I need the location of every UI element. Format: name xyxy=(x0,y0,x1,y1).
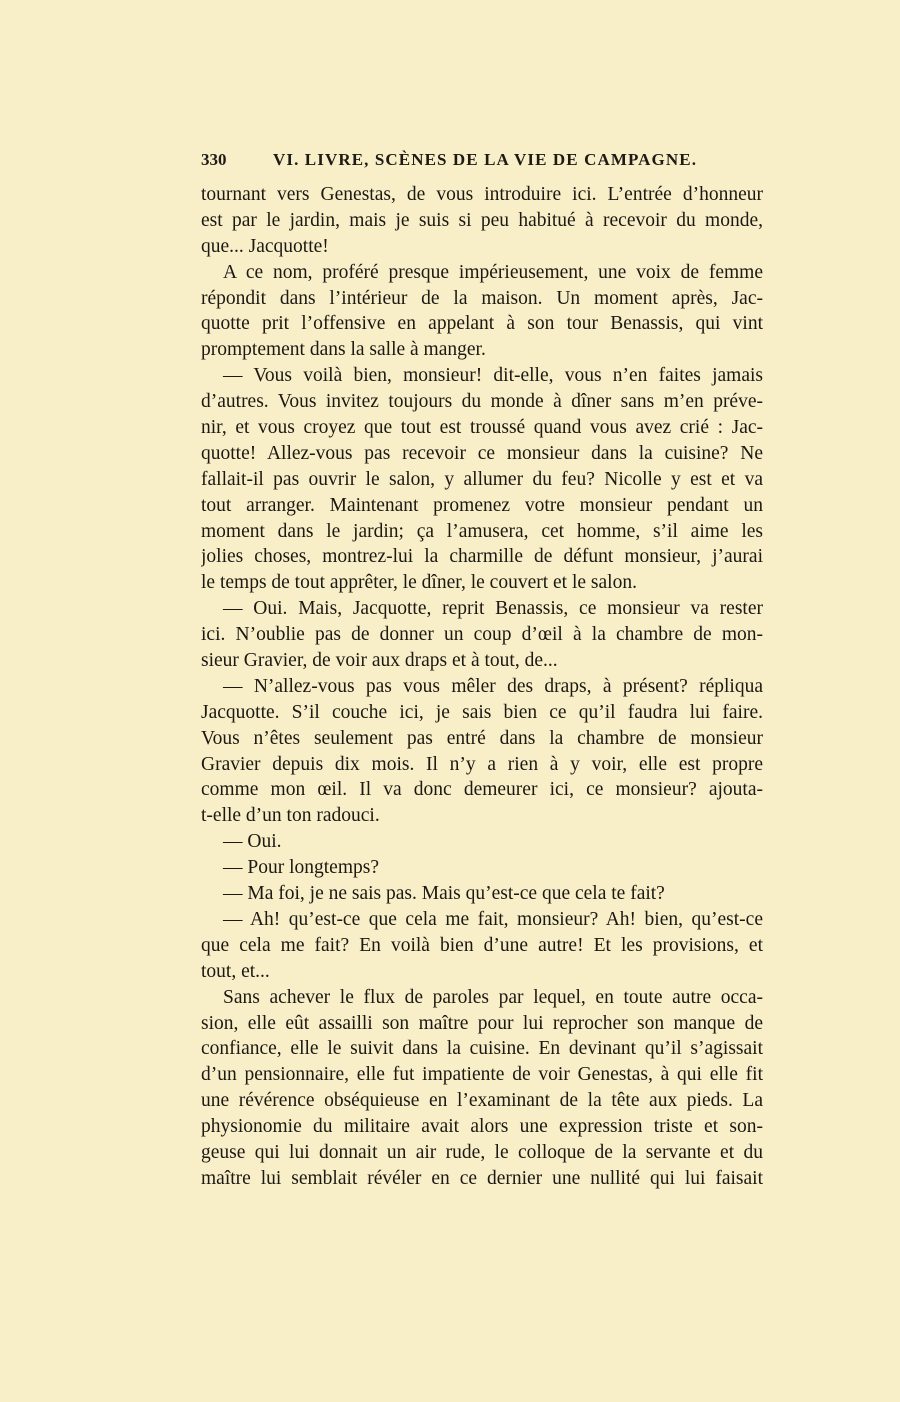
text-line: — N’allez-vous pas vous mêler des draps, à présent? répliqua xyxy=(223,675,763,697)
text-line: comme mon œil. Il va donc demeurer ici, ce monsieur? ajouta- xyxy=(201,779,763,801)
text-line: physionomie du militaire avait alors une expression triste et son- xyxy=(201,1116,763,1138)
text-line: une révérence obséquieuse en l’examinant de la tête aux pieds. La xyxy=(201,1090,763,1112)
text-line: — Ma foi, je ne sais pas. Mais qu’est-ce que cela te fait? xyxy=(223,883,665,905)
text-line: — Oui. Mais, Jacquotte, reprit Benassis, ce monsieur va rester xyxy=(223,598,763,620)
text-line: sion, elle eût assailli son maître pour lui reprocher son manque de xyxy=(201,1012,763,1034)
text-line: t-elle d’un ton radouci. xyxy=(201,805,380,827)
text-line: — Vous voilà bien, monsieur! dit-elle, vous n’en faites jamais xyxy=(223,365,763,387)
text-line: geuse qui lui donnait un air rude, le colloque de la servante et du xyxy=(201,1141,763,1163)
text-line: est par le jardin, mais je suis si peu habitué à recevoir du monde, xyxy=(201,209,763,231)
text-line: quotte prit l’offensive en appelant à son tour Benassis, qui vint xyxy=(201,313,763,335)
text-line: moment dans le jardin; ça l’amusera, cet homme, s’il aime les xyxy=(201,520,763,542)
page-body-text xyxy=(201,182,763,1192)
text-line: d’autres. Vous invitez toujours du monde à dîner sans m’en préve- xyxy=(201,391,763,413)
text-line: ici. N’oublie pas de donner un coup d’œil à la chambre de mon- xyxy=(201,624,763,646)
text-line: promptement dans la salle à manger. xyxy=(201,339,486,361)
text-line: répondit dans l’intérieur de la maison. Un moment après, Jac- xyxy=(201,287,763,309)
text-line: — Oui. xyxy=(223,831,282,853)
text-line: quotte! Allez-vous pas recevoir ce monsieur dans la cuisine? Ne xyxy=(201,442,763,464)
text-line: d’un pensionnaire, elle fut impatiente de voir Genestas, à qui elle fit xyxy=(201,1064,763,1086)
text-line: — Pour longtemps? xyxy=(223,857,379,879)
text-line: tout, et... xyxy=(201,960,270,982)
text-line: Jacquotte. S’il couche ici, je sais bien ce qu’il faudra lui faire. xyxy=(201,701,763,723)
text-line: sieur Gravier, de voir aux draps et à tout, de... xyxy=(201,650,558,672)
text-line: A ce nom, proféré presque impérieusement, une voix de femme xyxy=(223,261,763,283)
text-line: Sans achever le flux de paroles par lequel, en toute autre occa- xyxy=(223,986,763,1008)
text-line: tout arranger. Maintenant promenez votre monsieur pendant un xyxy=(201,494,763,516)
running-title: VI. LIVRE, SCÈNES DE LA VIE DE CAMPAGNE. xyxy=(273,150,698,169)
text-line: que... Jacquotte! xyxy=(201,235,329,257)
text-line: que cela me fait? En voilà bien d’une autre! Et les provisions, et xyxy=(201,934,763,956)
page-number: 330 xyxy=(201,150,227,169)
text-line: tournant vers Genestas, de vous introduire ici. L’entrée d’honneur xyxy=(201,184,763,205)
text-line: — Ah! qu’est-ce que cela me fait, monsieur? Ah! bien, qu’est-ce xyxy=(223,908,763,930)
text-line: confiance, elle le suivit dans la cuisine. En devinant qu’il s’agissait xyxy=(201,1038,763,1060)
text-line: Gravier depuis dix mois. Il n’y a rien à y voir, elle est propre xyxy=(201,753,763,775)
text-line: maître lui semblait révéler en ce dernier une nullité qui lui faisait xyxy=(201,1167,763,1189)
text-line: Vous n’êtes seulement pas entré dans la chambre de monsieur xyxy=(201,727,763,749)
text-line: jolies choses, montrez-lui la charmille de défunt monsieur, j’aurai xyxy=(201,546,763,568)
text-line: le temps de tout apprêter, le dîner, le couvert et le salon. xyxy=(201,572,637,594)
text-line: fallait-il pas ouvrir le salon, y allumer du feu? Nicolle y est et va xyxy=(201,468,763,490)
text-line: nir, et vous croyez que tout est troussé quand vous avez crié : Jac- xyxy=(201,417,763,439)
running-header xyxy=(201,150,698,176)
